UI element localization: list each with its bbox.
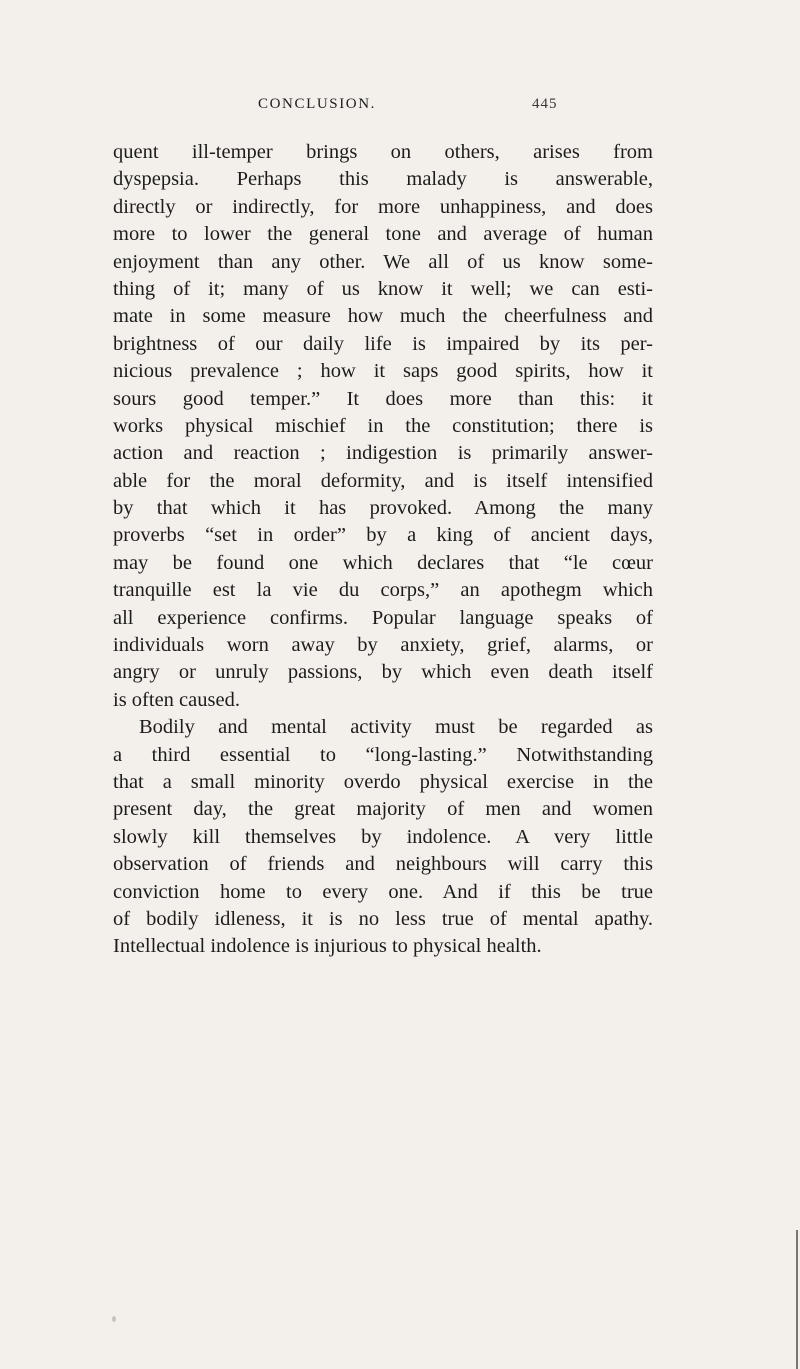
- running-title: CONCLUSION.: [258, 96, 377, 112]
- paper-speck: [112, 1316, 116, 1322]
- page-number: 445: [532, 96, 558, 112]
- text-line: more to lower the general tone and average of human: [113, 223, 653, 246]
- text-line: works physical mischief in the constitution; there is: [113, 414, 653, 437]
- text-line: nicious prevalence ; how it saps good spirits, how it: [113, 360, 653, 383]
- text-line: mate in some measure how much the cheerfulness and: [113, 305, 653, 328]
- text-line: able for the moral deformity, and is itself intensified: [113, 469, 653, 492]
- text-line: proverbs “set in order” by a king of ancient days,: [113, 524, 653, 547]
- text-line: brightness of our daily life is impaired by its per-: [113, 332, 653, 355]
- text-line: sours good temper.” It does more than this: it: [113, 387, 653, 410]
- text-line: slowly kill themselves by indolence. A very little: [113, 825, 653, 848]
- text-line: thing of it; many of us know it well; we can esti-: [113, 277, 653, 300]
- text-line: by that which it has provoked. Among the many: [113, 497, 653, 520]
- text-line: dyspepsia. Perhaps this malady is answerable,: [113, 168, 653, 191]
- page-edge-shadow: [796, 1230, 798, 1369]
- text-line: enjoyment than any other. We all of us know some-: [113, 250, 653, 273]
- text-line: Intellectual indolence is injurious to physical health.: [113, 935, 542, 958]
- paragraph-start-line: Bodily and mental activity must be regarded as: [139, 716, 653, 739]
- text-line: that a small minority overdo physical exercise in the: [113, 770, 653, 793]
- text-line: individuals worn away by anxiety, grief, alarms, or: [113, 634, 653, 657]
- text-line: action and reaction ; indigestion is primarily answer-: [113, 442, 653, 465]
- paragraph-end-line: is often caused.: [113, 688, 240, 711]
- text-line: may be found one which declares that “le cœur: [113, 551, 653, 574]
- text-line: of bodily idleness, it is no less true of mental apathy.: [113, 907, 653, 930]
- text-line: a third essential to “long-lasting.” Notwithstanding: [113, 743, 653, 766]
- running-head: [0, 96, 800, 120]
- text-line: directly or indirectly, for more unhappiness, and does: [113, 195, 653, 218]
- body-text: [113, 139, 653, 961]
- text-line: quent ill-temper brings on others, arises from: [113, 141, 653, 163]
- text-line: present day, the great majority of men and women: [113, 798, 653, 821]
- text-line: tranquille est la vie du corps,” an apothegm which: [113, 579, 653, 602]
- text-line: observation of friends and neighbours will carry this: [113, 853, 653, 876]
- text-line: conviction home to every one. And if this be true: [113, 880, 653, 903]
- text-line: all experience confirms. Popular language speaks of: [113, 606, 653, 629]
- text-line: angry or unruly passions, by which even death itself: [113, 661, 653, 684]
